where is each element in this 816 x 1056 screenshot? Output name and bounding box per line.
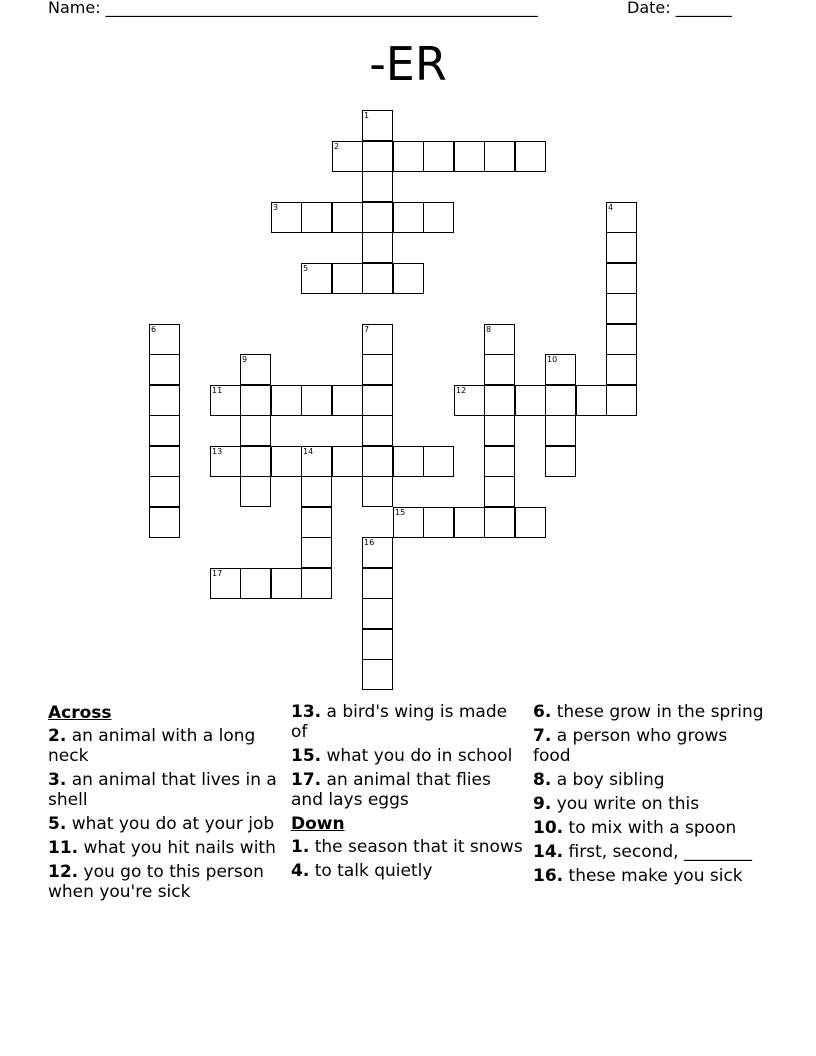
crossword-cell-12[interactable]: [454, 385, 485, 416]
crossword-cell-9[interactable]: [240, 354, 271, 385]
crossword-cell-11[interactable]: [210, 385, 241, 416]
clue-number: 13: [212, 447, 223, 456]
crossword-cell[interactable]: [362, 446, 393, 477]
clue-number: 4: [608, 203, 614, 212]
clue-item: [48, 726, 284, 766]
crossword-cell-14[interactable]: [301, 446, 332, 477]
crossword-cell[interactable]: [484, 354, 515, 385]
crossword-cell-1[interactable]: [362, 110, 393, 141]
crossword-cell[interactable]: [484, 415, 515, 446]
crossword-cell-16[interactable]: [362, 537, 393, 568]
crossword-cell[interactable]: [362, 263, 393, 294]
clue-text: the season that it snows: [309, 837, 523, 857]
crossword-cell[interactable]: [515, 507, 546, 538]
crossword-cell[interactable]: [393, 263, 424, 294]
clue-number: 8.: [533, 770, 552, 790]
clue-item: [533, 794, 769, 814]
date-field-label: Date: _______: [627, 0, 732, 17]
crossword-cell[interactable]: [240, 446, 271, 477]
crossword-cell[interactable]: [301, 476, 332, 507]
crossword-cell-3[interactable]: [271, 202, 302, 233]
clue-number: 5: [303, 264, 309, 273]
crossword-cell[interactable]: [240, 476, 271, 507]
clue-number: 10.: [533, 818, 564, 838]
clue-item: [533, 726, 769, 766]
crossword-cell-8[interactable]: [484, 324, 515, 355]
clue-text: a person who grows food: [533, 726, 728, 766]
crossword-cell-15[interactable]: [393, 507, 424, 538]
crossword-cell[interactable]: [332, 263, 363, 294]
crossword-cell[interactable]: [606, 324, 637, 355]
clue-number: 11: [212, 386, 223, 395]
crossword-cell[interactable]: [362, 385, 393, 416]
crossword-cell[interactable]: [332, 202, 363, 233]
name-field-label: Name: ______________________________________________________: [48, 0, 538, 17]
crossword-cell[interactable]: [271, 385, 302, 416]
crossword-cell[interactable]: [606, 263, 637, 294]
clues-column-1: [48, 702, 284, 906]
clue-text: first, second, ________: [563, 842, 752, 862]
clue-number: 3.: [48, 770, 67, 790]
clue-number: 12: [456, 386, 467, 395]
crossword-cell-5[interactable]: [301, 263, 332, 294]
crossword-cell-13[interactable]: [210, 446, 241, 477]
crossword-cell[interactable]: [423, 141, 454, 172]
clue-number: 6: [151, 325, 157, 334]
clue-number: 13.: [291, 702, 322, 722]
crossword-cell[interactable]: [484, 141, 515, 172]
crossword-cell[interactable]: [393, 141, 424, 172]
crossword-cell[interactable]: [484, 385, 515, 416]
crossword-cell[interactable]: [454, 507, 485, 538]
clue-number: 15: [395, 508, 406, 517]
clue-number: 1: [364, 111, 370, 120]
clue-number: 11.: [48, 838, 79, 858]
clue-item: [291, 837, 527, 857]
clue-text: what you do in school: [321, 746, 513, 766]
clue-item: [291, 861, 527, 881]
clue-text: an animal that lives in a shell: [48, 770, 277, 810]
crossword-cell[interactable]: [484, 507, 515, 538]
crossword-cell[interactable]: [515, 385, 546, 416]
clue-number: 1.: [291, 837, 310, 857]
crossword-cell[interactable]: [240, 415, 271, 446]
crossword-cell[interactable]: [362, 415, 393, 446]
clue-text: a bird's wing is made of: [291, 702, 508, 742]
crossword-cell[interactable]: [423, 507, 454, 538]
crossword-cell[interactable]: [606, 293, 637, 324]
crossword-cell[interactable]: [545, 446, 576, 477]
clue-text: a boy sibling: [551, 770, 665, 790]
crossword-cell-17[interactable]: [210, 568, 241, 599]
crossword-cell[interactable]: [362, 232, 393, 263]
clue-item: [291, 746, 527, 766]
crossword-cell[interactable]: [149, 476, 180, 507]
clue-number: 6.: [533, 702, 552, 722]
clue-text: to talk quietly: [309, 861, 433, 881]
clue-number: 14.: [533, 842, 564, 862]
crossword-cell[interactable]: [606, 232, 637, 263]
clue-text: these make you sick: [563, 866, 743, 886]
crossword-cell[interactable]: [484, 476, 515, 507]
clue-number: 9: [242, 355, 248, 364]
clue-text: what you do at your job: [66, 814, 275, 834]
crossword-cell[interactable]: [362, 141, 393, 172]
clue-number: 8: [486, 325, 492, 334]
crossword-cell[interactable]: [149, 415, 180, 446]
clue-item: [291, 702, 527, 742]
crossword-cell[interactable]: [362, 354, 393, 385]
crossword-cell[interactable]: [362, 568, 393, 599]
crossword-cell-2[interactable]: [332, 141, 363, 172]
crossword-cell[interactable]: [515, 141, 546, 172]
crossword-cell[interactable]: [362, 476, 393, 507]
crossword-cell[interactable]: [393, 202, 424, 233]
crossword-cell[interactable]: [332, 385, 363, 416]
clue-number: 7: [364, 325, 370, 334]
crossword-cell[interactable]: [454, 141, 485, 172]
clue-number: 7.: [533, 726, 552, 746]
crossword-cell[interactable]: [271, 446, 302, 477]
page-title: -ER: [369, 37, 447, 91]
clue-number: 4.: [291, 861, 310, 881]
clue-text: what you hit nails with: [78, 838, 276, 858]
clue-number: 2: [334, 142, 340, 151]
crossword-cell[interactable]: [545, 385, 576, 416]
crossword-cell[interactable]: [149, 446, 180, 477]
clue-item: [533, 842, 769, 862]
clues-column-3: [533, 702, 769, 890]
crossword-cell[interactable]: [545, 415, 576, 446]
clues-heading-across: Across: [48, 703, 112, 723]
clue-item: [48, 814, 284, 834]
crossword-cell-6[interactable]: [149, 324, 180, 355]
crossword-cell[interactable]: [423, 202, 454, 233]
clue-number: 10: [547, 355, 558, 364]
crossword-cell[interactable]: [362, 202, 393, 233]
clue-number: 5.: [48, 814, 67, 834]
crossword-cell[interactable]: [393, 446, 424, 477]
clue-text: these grow in the spring: [551, 702, 764, 722]
crossword-cell[interactable]: [240, 385, 271, 416]
crossword-cell[interactable]: [606, 385, 637, 416]
clues-heading-down: Down: [291, 814, 345, 834]
crossword-cell[interactable]: [423, 446, 454, 477]
clue-item: [533, 818, 769, 838]
crossword-cell[interactable]: [301, 507, 332, 538]
clue-item: [533, 866, 769, 886]
crossword-cell[interactable]: [606, 354, 637, 385]
clue-item: [48, 770, 284, 810]
crossword-cell-10[interactable]: [545, 354, 576, 385]
crossword-cell[interactable]: [332, 446, 363, 477]
clue-text: you go to this person when you're sick: [48, 862, 264, 902]
clue-number: 16: [364, 538, 375, 547]
clue-number: 17: [212, 569, 223, 578]
clue-text: you write on this: [551, 794, 700, 814]
crossword-cell[interactable]: [576, 385, 607, 416]
clues-column-2: [291, 702, 527, 885]
clue-number: 2.: [48, 726, 67, 746]
crossword-cell[interactable]: [271, 568, 302, 599]
clue-text: to mix with a spoon: [563, 818, 737, 838]
clue-item: [48, 862, 284, 902]
clue-text: an animal that flies and lays eggs: [291, 770, 491, 810]
crossword-cell[interactable]: [301, 568, 332, 599]
crossword-cell[interactable]: [149, 354, 180, 385]
crossword-cell[interactable]: [149, 507, 180, 538]
clue-number: 12.: [48, 862, 79, 882]
crossword-cell[interactable]: [240, 568, 271, 599]
crossword-cell[interactable]: [362, 171, 393, 202]
crossword-cell[interactable]: [301, 537, 332, 568]
crossword-cell[interactable]: [301, 385, 332, 416]
clue-number: 3: [273, 203, 279, 212]
clue-number: 15.: [291, 746, 322, 766]
clue-number: 9.: [533, 794, 552, 814]
clue-item: [48, 838, 284, 858]
clue-number: 16.: [533, 866, 564, 886]
clue-item: [533, 702, 769, 722]
crossword-cell[interactable]: [484, 446, 515, 477]
crossword-cell[interactable]: [362, 598, 393, 629]
crossword-cell[interactable]: [149, 385, 180, 416]
crossword-cell-4[interactable]: [606, 202, 637, 233]
clue-item: [533, 770, 769, 790]
clue-number: 17.: [291, 770, 322, 790]
crossword-cell[interactable]: [362, 659, 393, 690]
clue-text: an animal with a long neck: [48, 726, 256, 766]
crossword-cell[interactable]: [301, 202, 332, 233]
crossword-cell-7[interactable]: [362, 324, 393, 355]
clue-number: 14: [303, 447, 314, 456]
clue-item: [291, 770, 527, 810]
crossword-cell[interactable]: [362, 629, 393, 660]
